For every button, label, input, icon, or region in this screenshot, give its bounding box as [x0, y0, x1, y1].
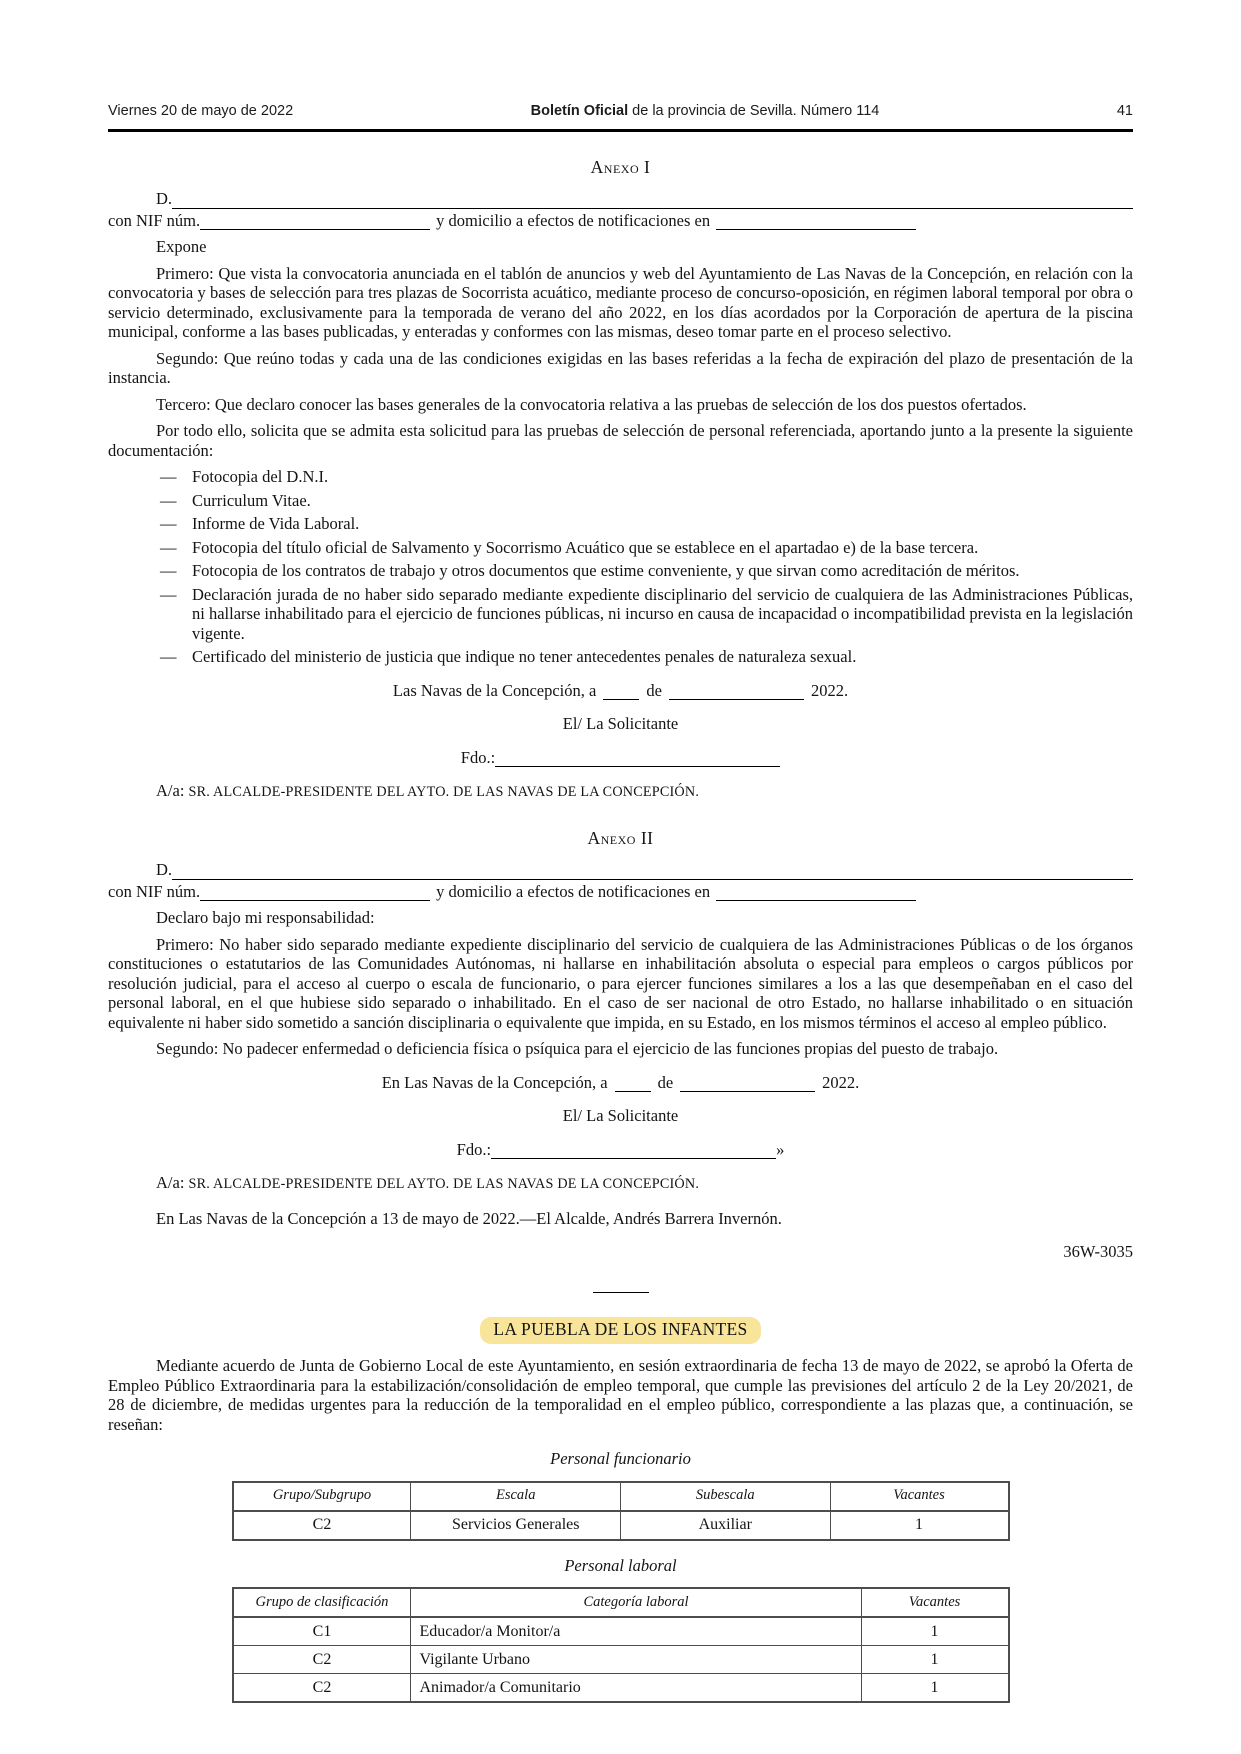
anexo1-section [108, 158, 1133, 803]
table-cell: C1 [233, 1617, 411, 1646]
list-item [108, 514, 1133, 534]
dash-glyph: — [160, 584, 177, 604]
table-row [233, 1617, 1009, 1646]
column-header: Escala [411, 1482, 621, 1511]
list-item-text: Certificado del ministerio de justicia que indique no tener antecedentes penales de naturaleza sexual. [192, 647, 857, 666]
header-page-number: 41 [1116, 103, 1133, 119]
anexo2-title: Anexo II [587, 827, 654, 848]
anexo1-nif-line [108, 211, 1133, 231]
header-date: Viernes 20 de mayo de 2022 [108, 103, 294, 119]
bulletin-title: Boletín Oficial [530, 103, 629, 119]
table-cell: 1 [861, 1617, 1008, 1646]
anexo1-solicitante-line [108, 714, 1133, 734]
de-label: de [657, 1072, 674, 1092]
domicilio-blank [716, 214, 916, 230]
aa-label: A/a: [156, 1173, 185, 1192]
dash-glyph: — [160, 467, 177, 486]
list-item-text: Curriculum Vitae. [192, 490, 311, 510]
page-header [108, 102, 1133, 122]
solicitante-label: El/ La Solicitante [562, 1106, 679, 1125]
anexo2-fdo-line [108, 1140, 1133, 1160]
laboral-caption: Personal laboral [564, 1555, 677, 1575]
anexo1-aa-line [108, 781, 1133, 803]
d-label: D. [156, 860, 173, 879]
domicilio-label: y domicilio a efectos de notificaciones en [436, 210, 711, 230]
closing-guillemet: » [776, 1139, 785, 1159]
signature-blank [491, 1143, 776, 1159]
d-label: D. [156, 189, 173, 208]
column-header: Categoría laboral [411, 1588, 861, 1617]
table-row [233, 1511, 1009, 1540]
nif-label: con NIF núm. [108, 210, 201, 230]
day-blank [603, 684, 639, 700]
aa-text: SR. ALCALDE-PRESIDENTE DEL AYTO. DE LAS NAVAS DE LA CONCEPCIÓN. [188, 784, 700, 800]
place-prefix: En Las Navas de la Concepción, a [381, 1072, 608, 1092]
aa-text: SR. ALCALDE-PRESIDENTE DEL AYTO. DE LAS NAVAS DE LA CONCEPCIÓN. [188, 1176, 700, 1192]
expone-label: Expone [156, 237, 207, 256]
header-rule [108, 129, 1133, 132]
solicitante-label: El/ La Solicitante [562, 714, 679, 733]
aa-label: A/a: [156, 781, 185, 800]
header-bulletin [293, 102, 1117, 122]
name-blank [172, 193, 1133, 209]
name-blank [172, 864, 1133, 880]
domicilio-blank [716, 885, 916, 901]
year-label: 2022. [822, 1072, 860, 1092]
section-divider [593, 1292, 649, 1293]
anexo2-para-segundo: Segundo: No padecer enfermedad o deficiencia física o psíquica para el ejercicio de las funciones propias del puesto de trabajo. [156, 1039, 999, 1058]
anexo1-para-portodo: Por todo ello, solicita que se admita esta solicitud para las pruebas de selección de personal referenciada, aportando junto a la presente la siguiente documentación: [108, 421, 1133, 460]
laboral-table [232, 1587, 1010, 1703]
dash-glyph: — [160, 561, 177, 580]
anexo2-solicitante-line [108, 1106, 1133, 1126]
anexo2-name-line [108, 860, 1133, 880]
nif-blank [200, 214, 430, 230]
anexo1-fdo-line [108, 748, 1133, 768]
municipality-title-wrap [108, 1317, 1133, 1345]
anexo2-aa-line [108, 1173, 1133, 1195]
table-cell: 1 [861, 1674, 1008, 1703]
place-prefix: Las Navas de la Concepción, a [392, 680, 597, 700]
table-row [233, 1674, 1009, 1703]
list-item [108, 561, 1133, 581]
puebla-section [108, 1317, 1133, 1704]
year-label: 2022. [810, 680, 849, 700]
puebla-intro: Mediante acuerdo de Junta de Gobierno Local de este Ayuntamiento, en sesión extraordinaria de fecha 13 de mayo de 2022, se aprobó la Oferta de Empleo Público Extraordinaria para la estabilización/consolidación de empleo temporal, que cumple las previsiones del artículo 2 de la Ley 20/2021, de 28 de diciembre, de medidas urgentes para la reducción de la temporalidad en el empleo público, correspondiente a las plazas que, a continuación, se reseñan: [108, 1356, 1133, 1434]
signature-blank [495, 751, 780, 767]
dash-glyph: — [160, 537, 177, 557]
table-cell: Servicios Generales [411, 1511, 621, 1540]
column-header: Grupo de clasificación [233, 1588, 411, 1617]
table-cell: C2 [233, 1646, 411, 1674]
list-item [108, 467, 1133, 487]
dash-glyph: — [160, 514, 177, 533]
anexo1-name-line [108, 189, 1133, 209]
nif-label: con NIF núm. [108, 881, 201, 901]
anexo1-place-date-line [108, 681, 1133, 701]
anexo2-place-date-line [108, 1073, 1133, 1093]
anexo1-title: Anexo I [590, 156, 651, 177]
domicilio-label: y domicilio a efectos de notificaciones en [436, 881, 711, 901]
reference-code: 36W-3035 [1063, 1242, 1133, 1261]
column-header: Vacantes [861, 1588, 1008, 1617]
documentation-list [108, 467, 1133, 667]
anexo2-section [108, 829, 1133, 1262]
column-header: Grupo/Subgrupo [233, 1482, 411, 1511]
fdo-label: Fdo.: [456, 1139, 492, 1159]
list-item [108, 538, 1133, 558]
municipality-title: LA PUEBLA DE LOS INFANTES [480, 1317, 760, 1345]
bulletin-subtitle: de la provincia de Sevilla. Número 114 [632, 103, 880, 119]
nif-blank [200, 885, 430, 901]
anexo2-para-primero: Primero: No haber sido separado mediante expediente disciplinario del servicio de cualquiera de las Administraciones Públicas o de los órganos constituciones o estatutarios de las Comunidades Autónomas, ni hallarse en inhabilitación absoluta o especial para empleos o cargos públicos por resolución judicial, para el acceso al cuerpo o escala de funcionario, o para ejercer funciones similares a los a las que desempeñaban en el caso del personal laboral, en el que hubiese sido separado o inhabilitado. En el caso de ser nacional de otro Estado, no hallarse inhabilitado o en situación equivalente ni haber sido sometido a sanción disciplinaria o equivalente que impida, en su Estado, en los mismos términos el acceso al empleo público. [108, 934, 1133, 1032]
column-header: Vacantes [830, 1482, 1009, 1511]
list-item-text: Informe de Vida Laboral. [192, 514, 360, 533]
dash-glyph: — [160, 647, 177, 666]
table-cell: Educador/a Monitor/a [411, 1617, 861, 1646]
month-blank [669, 684, 804, 700]
anexo1-para-tercero: Tercero: Que declaro conocer las bases generales de la convocatoria relativa a las pruebas de selección de los dos puestos ofertados. [156, 394, 1027, 414]
table-cell: 1 [830, 1511, 1009, 1540]
anexo2-nif-line [108, 882, 1133, 902]
list-item-text: Fotocopia del D.N.I. [192, 467, 329, 486]
list-item [108, 491, 1133, 511]
list-item-text: Fotocopia del título oficial de Salvamento y Socorrismo Acuático que se establece en el apartadao e) de la base tercera. [192, 537, 979, 557]
table-cell: Auxiliar [620, 1511, 830, 1540]
de-label: de [646, 680, 662, 700]
table-cell: Animador/a Comunitario [411, 1674, 861, 1703]
table-cell: C2 [233, 1674, 411, 1703]
month-blank [680, 1076, 815, 1092]
dash-glyph: — [160, 490, 177, 510]
table-cell: Vigilante Urbano [411, 1646, 861, 1674]
list-item-text: Declaración jurada de no haber sido separado mediante expediente disciplinario del servicio de cualquiera de las Administraciones Públicas, ni hallarse inhabilitado para el ejercicio de funciones públicas, ni incurso en causa de incapacidad o incompatibilidad prevista en la legislación vigente. [192, 584, 1133, 643]
table-row [233, 1646, 1009, 1674]
list-item [108, 585, 1133, 644]
list-item [108, 647, 1133, 667]
anexo1-para-segundo: Segundo: Que reúno todas y cada una de las condiciones exigidas en las bases referidas a la fecha de expiración del plazo de presentación de la instancia. [108, 348, 1133, 387]
anexo1-para-primero: Primero: Que vista la convocatoria anunciada en el tablón de anuncios y web del Ayuntamiento de Las Navas de la Concepción, en relación con la convocatoria y bases de selección para tres plazas de Socorrista acuático, mediante proceso de concurso-oposición, en régimen laboral temporal por obra o servicio determinado, exclusivamente para la temporada de verano del año 2022, en los días acordados por la Corporación de apertura de la piscina municipal, conforme a las bases publicadas, y enteradas y conformes con las mismas, deseo tomar parte en el proceso selectivo. [108, 263, 1133, 341]
day-blank [615, 1076, 651, 1092]
column-header: Subescala [620, 1482, 830, 1511]
declaro-label: Declaro bajo mi responsabilidad: [156, 908, 375, 927]
list-item-text: Fotocopia de los contratos de trabajo y otros documentos que estime conveniente, y que sirvan como acreditación de méritos. [192, 561, 1020, 580]
funcionario-table [232, 1481, 1010, 1541]
table-header-row [233, 1482, 1009, 1511]
table-cell: C2 [233, 1511, 411, 1540]
table-header-row [233, 1588, 1009, 1617]
table-cell: 1 [861, 1646, 1008, 1674]
funcionario-caption: Personal funcionario [550, 1449, 691, 1468]
fdo-label: Fdo.: [460, 747, 496, 767]
closing-line: En Las Navas de la Concepción a 13 de mayo de 2022.—El Alcalde, Andrés Barrera Invernón. [156, 1208, 782, 1228]
